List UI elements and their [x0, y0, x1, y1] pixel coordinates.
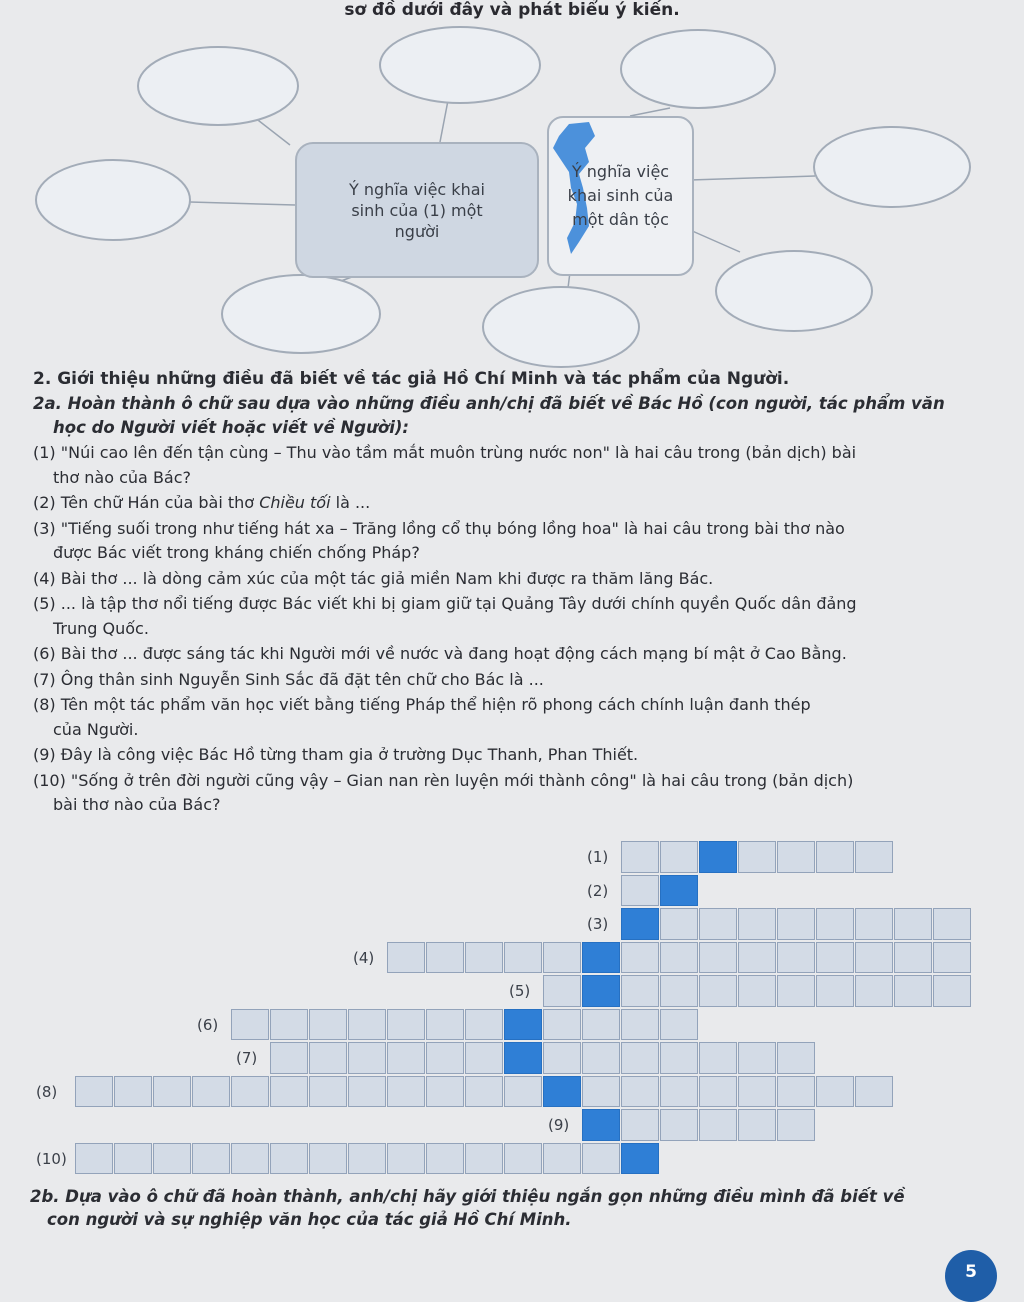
crossword-cell[interactable] [855, 841, 893, 873]
crossword-cell[interactable] [621, 875, 659, 907]
crossword-cell[interactable] [738, 975, 776, 1007]
crossword-cell[interactable] [543, 1009, 581, 1041]
crossword-cell[interactable] [855, 1076, 893, 1108]
crossword-cell[interactable] [387, 1143, 425, 1175]
crossword-cell[interactable] [426, 1009, 464, 1041]
crossword-key-cell[interactable] [582, 942, 620, 974]
crossword-cell[interactable] [309, 1009, 347, 1041]
crossword-cell[interactable] [621, 1009, 659, 1041]
crossword-cell[interactable] [543, 1143, 581, 1175]
crossword-cell[interactable] [348, 1042, 386, 1074]
empty-bubble [36, 160, 190, 240]
crossword-row-label: (7) [236, 1049, 258, 1067]
crossword-row-label: (8) [36, 1082, 58, 1101]
crossword-cell[interactable] [816, 975, 854, 1007]
question-7 [33, 668, 983, 693]
crossword-cell[interactable] [348, 1009, 386, 1041]
crossword-cell[interactable] [660, 1076, 698, 1108]
crossword-cell[interactable] [309, 1042, 347, 1074]
crossword-cell[interactable] [387, 1042, 425, 1074]
crossword-cell[interactable] [816, 908, 854, 940]
crossword-cell[interactable] [660, 908, 698, 940]
crossword-key-cell[interactable] [504, 1009, 542, 1041]
crossword-cell[interactable] [933, 908, 971, 940]
empty-bubble [621, 30, 775, 108]
crossword-key-cell[interactable] [504, 1042, 542, 1074]
crossword-cell[interactable] [75, 1076, 113, 1108]
empty-bubble [814, 127, 970, 207]
crossword-cell[interactable] [153, 1143, 191, 1175]
crossword-cell[interactable] [816, 942, 854, 974]
nation-concept-box [547, 116, 694, 276]
crossword-cell[interactable] [348, 1076, 386, 1108]
crossword-cell[interactable] [114, 1076, 152, 1108]
crossword-cell[interactable] [270, 1042, 308, 1074]
task-2a-heading [33, 392, 983, 440]
intro-text: sơ đồ dưới đây và phát biểu ý kiến. [344, 0, 680, 20]
crossword-cell[interactable] [504, 942, 542, 974]
connector-line [630, 108, 670, 116]
crossword-cell[interactable] [738, 1042, 776, 1074]
crossword-cell[interactable] [738, 942, 776, 974]
empty-bubble [222, 275, 380, 353]
crossword-cell[interactable] [582, 1076, 620, 1108]
crossword-cell[interactable] [387, 1009, 425, 1041]
crossword-cell[interactable] [660, 1042, 698, 1074]
crossword-cell[interactable] [153, 1076, 191, 1108]
crossword-cell[interactable] [660, 1109, 698, 1141]
mind-map [0, 20, 1024, 370]
crossword-cell[interactable] [894, 975, 932, 1007]
question-8 [33, 693, 983, 742]
crossword-cell[interactable] [426, 1076, 464, 1108]
question-text: (7) Ông thân sinh Nguyễn Sinh Sắc đã đặt tên chữ cho Bác là ... [33, 669, 544, 689]
question-text: (5) ... là tập thơ nổi tiếng được Bác viết khi bị giam giữ tại Quảng Tây dưới chính quyền Quốc dân đảng [33, 594, 857, 613]
crossword-row-label: (6) [197, 1015, 219, 1034]
crossword-cell[interactable] [777, 975, 815, 1007]
crossword-cell[interactable] [504, 1076, 542, 1108]
empty-bubble [380, 27, 540, 103]
question-3 [33, 517, 983, 566]
empty-bubble [716, 251, 872, 331]
crossword-key-cell[interactable] [582, 1109, 620, 1141]
crossword-cell[interactable] [621, 942, 659, 974]
crossword-cell[interactable] [777, 942, 815, 974]
crossword-cell[interactable] [660, 975, 698, 1007]
crossword-cell[interactable] [621, 1076, 659, 1108]
crossword-cell[interactable] [699, 1076, 737, 1108]
crossword-cell[interactable] [465, 1076, 503, 1108]
crossword-row-label: (3) [587, 915, 609, 933]
question-text: (1) "Núi cao lên đến tận cùng – Thu vào tầm mắt muôn trùng nước non" là hai câu trong (bản dịch) bài [33, 443, 857, 462]
connector-line [690, 230, 740, 252]
crossword-cell[interactable] [270, 1143, 308, 1175]
crossword-cell[interactable] [465, 942, 503, 974]
question-text-cont: Trung Quốc. [53, 618, 149, 638]
question-4 [33, 567, 983, 592]
crossword-row-label: (10) [36, 1149, 67, 1168]
question-text-cont: bài thơ nào của Bác? [53, 795, 221, 814]
crossword-cell[interactable] [309, 1143, 347, 1175]
center-concept-box [295, 142, 539, 278]
crossword-cell[interactable] [621, 841, 659, 873]
task-2a-line2: học do Người viết hoặc viết về Người): [53, 418, 409, 437]
crossword-cell[interactable] [699, 908, 737, 940]
crossword-cell[interactable] [426, 1042, 464, 1074]
crossword-cell[interactable] [465, 1143, 503, 1175]
question-text: (2) Tên chữ Hán của bài thơ [33, 493, 255, 512]
crossword-cell[interactable] [816, 1076, 854, 1108]
crossword-cell[interactable] [660, 942, 698, 974]
crossword-row-label: (5) [509, 982, 531, 1000]
crossword-cell[interactable] [855, 975, 893, 1007]
crossword-cell[interactable] [348, 1143, 386, 1175]
question-text: (4) Bài thơ ... là dòng cảm xúc của một tác giả miền Nam khi được ra thăm lăng Bác. [33, 568, 714, 588]
crossword-cell[interactable] [426, 942, 464, 974]
question-6 [33, 642, 983, 667]
crossword-cell[interactable] [543, 1042, 581, 1074]
empty-bubble [138, 47, 298, 125]
crossword-cell[interactable] [504, 1143, 542, 1175]
crossword-row-label: (9) [548, 1116, 570, 1134]
crossword-cell[interactable] [777, 1109, 815, 1141]
crossword-cell[interactable] [543, 942, 581, 974]
task-2b-line2: con người và sự nghiệp văn học của tác giả Hồ Chí Minh. [47, 1210, 572, 1229]
task-2b [30, 1185, 990, 1231]
question-text: (9) Đây là công việc Bác Hồ từng tham gia ở trường Dục Thanh, Phan Thiết. [33, 745, 639, 764]
question-9 [33, 743, 983, 768]
crossword-cell[interactable] [387, 1076, 425, 1108]
crossword-key-cell[interactable] [699, 841, 737, 873]
crossword-cell[interactable] [582, 1009, 620, 1041]
question-text-cont: được Bác viết trong kháng chiến chống Pháp? [53, 543, 420, 562]
crossword-key-cell[interactable] [543, 1076, 581, 1108]
section-heading: 2. Giới thiệu những điều đã biết về tác giả Hồ Chí Minh và tác phẩm của Người. [33, 369, 790, 389]
connector-line [690, 176, 815, 180]
question-text: (10) "Sống ở trên đời người cũng vậy – Gian nan rèn luyện mới thành công" là hai câu trong (bản dịch) [33, 770, 854, 790]
crossword-cell[interactable] [426, 1143, 464, 1175]
crossword-cell[interactable] [192, 1143, 230, 1175]
crossword-cell[interactable] [660, 841, 698, 873]
question-text: (3) "Tiếng suối trong như tiếng hát xa – Trăng lồng cổ thụ bóng lồng hoa" là hai câu trong bài thơ nào [33, 518, 845, 538]
crossword-cell[interactable] [387, 942, 425, 974]
crossword-cell[interactable] [270, 1009, 308, 1041]
question-text-cont: thơ nào của Bác? [53, 467, 192, 487]
crossword-cell[interactable] [699, 1109, 737, 1141]
crossword-key-cell[interactable] [660, 875, 698, 907]
page-number-badge [945, 1250, 997, 1302]
crossword-row-label: (2) [587, 881, 609, 900]
question-1 [33, 441, 983, 490]
crossword-cell[interactable] [816, 841, 854, 873]
crossword-cell[interactable] [777, 841, 815, 873]
empty-bubble [483, 287, 639, 367]
question-tail: là ... [335, 493, 371, 512]
crossword-cell[interactable] [582, 1042, 620, 1074]
question-10 [33, 769, 983, 818]
task-2b-line1: 2b. Dựa vào ô chữ đã hoàn thành, anh/chị hãy giới thiệu ngắn gọn những điều mình đã biết về [30, 1187, 905, 1206]
crossword-cell[interactable] [738, 1109, 776, 1141]
crossword-cell[interactable] [192, 1076, 230, 1108]
page-number: 5 [965, 1262, 977, 1282]
crossword-cell[interactable] [231, 1076, 269, 1108]
crossword-cell[interactable] [894, 908, 932, 940]
crossword-cell[interactable] [114, 1143, 152, 1175]
crossword-cell[interactable] [699, 942, 737, 974]
center-concept-label: Ý nghĩa việc khai sinh của (1) một người [349, 179, 485, 241]
crossword-cell[interactable] [855, 942, 893, 974]
crossword-key-cell[interactable] [621, 1143, 659, 1175]
question-text: (6) Bài thơ ... được sáng tác khi Người mới về nước và đang hoạt động cách mạng bí mật ở Cao Bằng. [33, 644, 847, 663]
crossword-cell[interactable] [738, 841, 776, 873]
crossword-cell[interactable] [543, 975, 581, 1007]
crossword-cell[interactable] [621, 1042, 659, 1074]
crossword-cell[interactable] [231, 1009, 269, 1041]
section-2 [33, 366, 983, 819]
crossword-row-label: (4) [353, 948, 375, 967]
crossword-cell[interactable] [894, 942, 932, 974]
question-text-cont: của Người. [53, 719, 139, 739]
question-2 [33, 491, 983, 516]
nation-concept-label: Ý nghĩa việc khai sinh của một dân tộc [567, 162, 674, 229]
crossword-cell[interactable] [933, 975, 971, 1007]
crossword-key-cell[interactable] [621, 908, 659, 940]
task-2a-line1: 2a. Hoàn thành ô chữ sau dựa vào những điều anh/chị đã biết về Bác Hồ (con người, tác phẩm văn [33, 394, 945, 413]
crossword-cell[interactable] [933, 942, 971, 974]
crossword-key-cell[interactable] [582, 975, 620, 1007]
crossword-grid [0, 836, 1024, 1181]
crossword-cell[interactable] [465, 1009, 503, 1041]
crossword-cell[interactable] [699, 1042, 737, 1074]
crossword-cell[interactable] [582, 1143, 620, 1175]
crossword-cell[interactable] [738, 1076, 776, 1108]
crossword-cell[interactable] [660, 1009, 698, 1041]
crossword-cell[interactable] [465, 1042, 503, 1074]
connector-line [190, 202, 295, 205]
crossword-cell[interactable] [231, 1143, 269, 1175]
crossword-cell[interactable] [738, 908, 776, 940]
question-text: (8) Tên một tác phẩm văn học viết bằng tiếng Pháp thể hiện rõ phong cách chính luận đanh thép [33, 695, 811, 714]
question-5 [33, 592, 983, 641]
crossword-cell[interactable] [777, 1042, 815, 1074]
crossword-cell[interactable] [270, 1076, 308, 1108]
crossword-cell[interactable] [621, 1109, 659, 1141]
poem-title: Chiều tối [259, 493, 331, 512]
crossword-row-label: (1) [587, 848, 609, 866]
crossword-cell[interactable] [777, 1076, 815, 1108]
crossword-cell[interactable] [777, 908, 815, 940]
crossword-cell[interactable] [309, 1076, 347, 1108]
crossword-cell[interactable] [699, 975, 737, 1007]
crossword-cell[interactable] [75, 1143, 113, 1175]
crossword-cell[interactable] [855, 908, 893, 940]
crossword-cell[interactable] [621, 975, 659, 1007]
